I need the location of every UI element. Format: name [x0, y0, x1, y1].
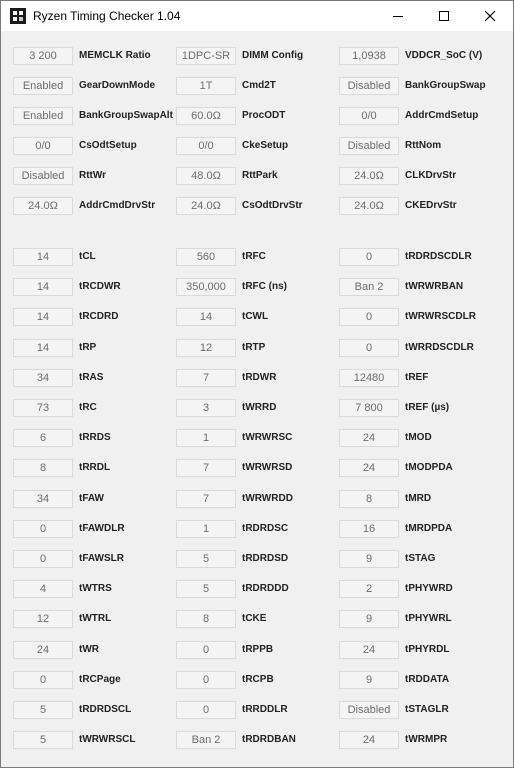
value-field[interactable]: Disabled	[13, 167, 73, 185]
parameter-label: VDDCR_SoC (V)	[405, 50, 483, 61]
value-field[interactable]: 8	[339, 490, 399, 508]
value-field[interactable]: 9	[339, 671, 399, 689]
parameter-label: tMODPDA	[405, 462, 453, 474]
value-field[interactable]: 0	[13, 550, 73, 568]
value-field[interactable]: 7 800	[339, 399, 399, 417]
parameter-label: tRDRDBAN	[242, 734, 296, 746]
value-field[interactable]: 14	[13, 308, 73, 326]
value-field[interactable]: 16	[339, 520, 399, 538]
value-field[interactable]: 1T	[176, 77, 236, 95]
value-field[interactable]: 1	[176, 520, 236, 538]
parameter-label: tWRWRSCDLR	[405, 311, 476, 323]
parameter-label: tRCDRD	[79, 311, 119, 323]
parameter-label: tRCDWR	[79, 281, 121, 293]
parameter-label: tSTAG	[405, 553, 436, 564]
value-field[interactable]: 0	[339, 339, 399, 357]
value-field[interactable]: 7	[176, 490, 236, 508]
maximize-icon	[438, 10, 450, 22]
value-field[interactable]: 12	[13, 610, 73, 628]
maximize-button[interactable]	[421, 1, 467, 31]
close-button[interactable]	[467, 1, 513, 31]
parameter-label: tSTAGLR	[405, 704, 449, 715]
parameter-label: tRDRDSCL	[79, 704, 132, 715]
value-field[interactable]: 8	[13, 459, 73, 477]
parameter-label: tWTRL	[79, 613, 112, 625]
value-field[interactable]: 48.0Ω	[176, 167, 236, 185]
value-field[interactable]: 14	[13, 248, 73, 266]
parameter-label: GearDownMode	[79, 80, 156, 91]
value-field[interactable]: 14	[176, 308, 236, 326]
value-field[interactable]: 0	[176, 641, 236, 659]
value-field[interactable]: 0	[176, 701, 236, 719]
parameter-label: tRCPB	[242, 673, 274, 685]
parameter-label: tCWL	[242, 311, 269, 323]
value-field[interactable]: 24.0Ω	[339, 167, 399, 185]
value-field[interactable]: Enabled	[13, 77, 73, 95]
parameter-label: tRDDATA	[405, 673, 450, 685]
value-field[interactable]: 1,0938	[339, 47, 399, 65]
value-field[interactable]: 24.0Ω	[339, 197, 399, 215]
parameter-label: tMRD	[405, 492, 432, 504]
value-field[interactable]: 0	[176, 671, 236, 689]
parameter-label: tRAS	[79, 371, 104, 383]
parameter-label: tCL	[79, 251, 96, 262]
parameter-label: tWRWRBAN	[405, 281, 464, 293]
parameter-label: tMRDPDA	[405, 522, 453, 534]
parameter-label: tPHYRDL	[405, 643, 450, 655]
parameter-label: tRRDDLR	[242, 704, 288, 715]
value-field[interactable]: 5	[176, 550, 236, 568]
parameter-label: BankGroupSwap	[405, 80, 486, 91]
parameter-label: tWRWRSD	[242, 462, 293, 474]
parameter-label: tRDRDSD	[242, 553, 289, 564]
parameter-label: tWRMPR	[405, 734, 448, 746]
parameter-label: tRDWR	[242, 371, 277, 383]
parameter-label: tRFC	[242, 251, 266, 262]
value-field[interactable]: 7	[176, 459, 236, 477]
parameter-label: AddrCmdDrvStr	[79, 200, 156, 211]
parameter-label: tWRRD	[242, 402, 277, 413]
value-field[interactable]: 0/0	[339, 107, 399, 125]
value-field[interactable]: 0/0	[13, 137, 73, 155]
parameter-label: CKEDrvStr	[405, 200, 457, 211]
parameter-label: tFAWSLR	[79, 553, 124, 564]
value-field[interactable]: 8	[176, 610, 236, 628]
parameter-label: tFAW	[79, 492, 104, 504]
parameter-label: RttWr	[79, 170, 107, 181]
parameter-label: tWR	[79, 643, 99, 655]
parameter-label: ProcODT	[242, 110, 286, 121]
value-field[interactable]: 24.0Ω	[13, 197, 73, 215]
title-bar[interactable]	[1, 1, 513, 31]
parameter-label: tWRWRSC	[242, 432, 293, 444]
value-field[interactable]: 24.0Ω	[176, 197, 236, 215]
value-field[interactable]: 12	[176, 339, 236, 357]
parameter-label: tRRDL	[79, 462, 111, 474]
value-field[interactable]: Disabled	[339, 137, 399, 155]
value-field[interactable]: 34	[13, 490, 73, 508]
value-field[interactable]: 14	[13, 339, 73, 357]
parameter-label: CkeSetup	[242, 140, 289, 151]
value-field[interactable]: 0	[339, 248, 399, 266]
value-field[interactable]: 24	[13, 641, 73, 659]
parameter-label: tPHYWRD	[405, 583, 453, 595]
parameter-label: RttNom	[405, 140, 442, 151]
parameter-label: tCKE	[242, 613, 267, 625]
parameter-label: DIMM Config	[242, 50, 304, 61]
parameter-label: tRFC (ns)	[242, 281, 287, 293]
value-field[interactable]: 24	[339, 429, 399, 447]
close-icon	[484, 10, 496, 22]
value-field[interactable]: Disabled	[339, 701, 399, 719]
value-field[interactable]: 7	[176, 369, 236, 387]
parameter-label: tRPPB	[242, 643, 274, 655]
value-field[interactable]: 560	[176, 248, 236, 266]
minimize-icon	[392, 10, 404, 22]
value-field[interactable]: 14	[13, 278, 73, 296]
value-field[interactable]: 0	[13, 671, 73, 689]
parameter-label: tWTRS	[79, 583, 112, 595]
parameter-label: BankGroupSwapAlt	[79, 110, 173, 121]
parameter-label: tWRWRSCL	[79, 734, 136, 746]
parameter-label: tRRDS	[79, 432, 111, 444]
value-field[interactable]: 5	[176, 580, 236, 598]
parameter-label: CsOdtSetup	[79, 140, 137, 151]
parameter-label: tPHYWRL	[405, 613, 452, 625]
parameter-label: tRDRDDD	[242, 583, 289, 595]
value-field[interactable]: 1	[176, 429, 236, 447]
value-field[interactable]: 3 200	[13, 47, 73, 65]
value-field[interactable]: 34	[13, 369, 73, 387]
value-field[interactable]: 1DPC-SR	[176, 47, 236, 65]
parameter-label: tMOD	[405, 432, 432, 444]
value-field[interactable]: 350,000	[176, 278, 236, 296]
parameter-label: tFAWDLR	[79, 522, 125, 534]
value-field[interactable]: 12480	[339, 369, 399, 387]
parameter-label: RttPark	[242, 170, 278, 181]
parameter-label: MEMCLK Ratio	[79, 50, 151, 61]
parameter-label: CLKDrvStr	[405, 170, 457, 181]
value-field[interactable]: 6	[13, 429, 73, 447]
value-field[interactable]: 3	[176, 399, 236, 417]
parameter-label: tWRWRDD	[242, 492, 293, 504]
parameter-label: tRTP	[242, 341, 266, 353]
value-field[interactable]: 0/0	[176, 137, 236, 155]
parameter-label: tREF	[405, 371, 429, 383]
value-field[interactable]: Disabled	[339, 77, 399, 95]
value-field[interactable]: 24	[339, 731, 399, 749]
value-field[interactable]: 24	[339, 459, 399, 477]
value-field[interactable]: Ban 2	[339, 278, 399, 296]
timings-panel	[1, 31, 513, 767]
minimize-button[interactable]	[375, 1, 421, 31]
value-field[interactable]: 0	[339, 308, 399, 326]
value-field[interactable]: 5	[13, 701, 73, 719]
parameter-label: CsOdtDrvStr	[242, 200, 303, 211]
value-field[interactable]: 5	[13, 731, 73, 749]
value-field[interactable]: 60.0Ω	[176, 107, 236, 125]
parameter-label: tRDRDSCDLR	[405, 251, 472, 262]
parameter-label: tRC	[79, 402, 97, 413]
parameter-label: tWRRDSCDLR	[405, 341, 474, 353]
parameter-label: AddrCmdSetup	[405, 110, 479, 121]
value-field[interactable]: 2	[339, 580, 399, 598]
parameter-label: tREF (µs)	[405, 402, 450, 413]
value-field[interactable]: Enabled	[13, 107, 73, 125]
value-field[interactable]: Ban 2	[176, 731, 236, 749]
parameter-label: tRCPage	[79, 673, 121, 685]
app-logo-icon	[10, 8, 26, 24]
value-field[interactable]: 9	[339, 610, 399, 628]
window-title: Ryzen Timing Checker 1.04	[33, 9, 181, 23]
parameter-label: tRDRDSC	[242, 522, 289, 534]
value-field[interactable]: 4	[13, 580, 73, 598]
parameter-label: tRP	[79, 341, 97, 353]
value-field[interactable]: 24	[339, 641, 399, 659]
value-field[interactable]: 9	[339, 550, 399, 568]
parameter-label: Cmd2T	[242, 80, 276, 91]
value-field[interactable]: 73	[13, 399, 73, 417]
value-field[interactable]: 0	[13, 520, 73, 538]
